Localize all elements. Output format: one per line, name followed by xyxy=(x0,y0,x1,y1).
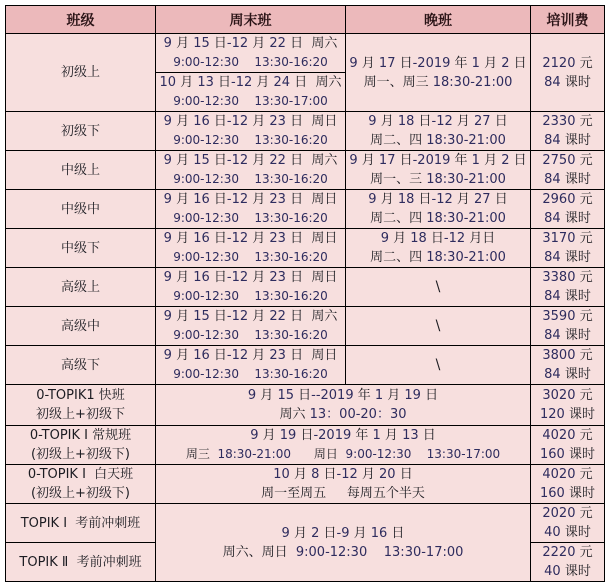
fee-amount: 2220 元 xyxy=(542,545,593,560)
evening-cell xyxy=(346,268,531,307)
evening-cell xyxy=(346,112,531,151)
fee-hours: 40 课时 xyxy=(544,525,591,540)
fee-hours: 160 课时 xyxy=(540,486,595,501)
weekend-time: 9:00-12:30 13:30-16:20 xyxy=(173,172,328,186)
weekend-cell xyxy=(156,307,346,346)
weekend-date: 9 月 16 日-12 月 23 日 周日 xyxy=(163,231,338,246)
fee-cell xyxy=(531,465,605,504)
table-row-zhongji-xia xyxy=(6,229,605,268)
class-name: 高级上 xyxy=(60,279,100,295)
table-row-topik-changgui xyxy=(6,426,605,465)
weekend-date: 9 月 16 日-12 月 23 日 周日 xyxy=(163,348,338,363)
weekend-date: 9 月 16 日-12 月 23 日 周日 xyxy=(163,270,338,285)
fee-cell xyxy=(531,426,605,465)
header-class-col: 班级 xyxy=(6,6,156,34)
weekend-cell xyxy=(156,346,346,385)
fee-amount: 2330 元 xyxy=(542,114,593,129)
combined-schedule-cell xyxy=(156,426,531,465)
class-name-sub: 初级上+初级下 xyxy=(36,407,125,422)
class-name: 初级下 xyxy=(60,123,100,139)
schedule-time: 周六 13：00-20：30 xyxy=(279,407,407,422)
weekend-time: 9:00-12:30 13:30-16:20 xyxy=(173,289,328,303)
weekend-cell xyxy=(156,229,346,268)
fee-cell xyxy=(531,543,605,582)
weekend-cell xyxy=(156,268,346,307)
fee-cell xyxy=(531,385,605,426)
fee-amount: 3020 元 xyxy=(542,388,593,403)
weekend-time: 9:00-12:30 13:30-17:00 xyxy=(173,94,328,108)
class-name: 0-TOPIK Ⅰ 白天班 xyxy=(27,467,134,482)
table-row-topik1-chongci xyxy=(6,504,605,543)
no-evening-slash: \ xyxy=(435,356,441,373)
class-name: 中级中 xyxy=(60,201,100,217)
class-name-cell xyxy=(6,385,156,426)
class-name-cell xyxy=(6,151,156,190)
weekend-cell xyxy=(156,190,346,229)
fee-cell xyxy=(531,504,605,543)
class-name-sub: (初级上+初级下) xyxy=(30,447,131,462)
weekend-time: 9:00-12:30 13:30-16:20 xyxy=(173,250,328,264)
evening-date: 9 月 18 日-12 月日 xyxy=(380,231,496,246)
weekend-time: 9:00-12:30 13:30-16:20 xyxy=(173,328,328,342)
class-name-sub: (初级上+初级下) xyxy=(30,486,131,501)
weekend-cell xyxy=(156,112,346,151)
fee-hours: 84 课时 xyxy=(544,133,591,148)
class-name-cell xyxy=(6,543,156,582)
header-fee-col: 培训费 xyxy=(531,6,605,34)
table-row-chuji-shang xyxy=(6,34,605,73)
evening-cell xyxy=(346,346,531,385)
weekend-date: 9 月 15 日-12 月 22 日 周六 xyxy=(163,309,338,324)
schedule-date: 9 月 15 日--2019 年 1 月 19 日 xyxy=(247,388,439,403)
fee-amount: 2020 元 xyxy=(542,506,593,521)
schedule-date: 10 月 8 日-12 月 20 日 xyxy=(273,467,413,482)
class-name-cell xyxy=(6,465,156,504)
fee-cell xyxy=(531,190,605,229)
class-name: 高级中 xyxy=(60,318,100,334)
header-weekend-col: 周末班 xyxy=(156,6,346,34)
class-name: 中级上 xyxy=(60,162,100,178)
fee-cell xyxy=(531,34,605,112)
schedule-date: 9 月 19 日-2019 年 1 月 13 日 xyxy=(250,428,436,443)
class-name: 0-TOPIK Ⅰ 常规班 xyxy=(29,428,132,443)
weekend-cell xyxy=(156,151,346,190)
weekend-time: 9:00-12:30 13:30-16:20 xyxy=(173,55,328,69)
fee-cell xyxy=(531,229,605,268)
weekend-cell xyxy=(156,34,346,73)
class-name-cell xyxy=(6,229,156,268)
fee-amount: 3800 元 xyxy=(542,348,593,363)
table-row-zhongji-zhong xyxy=(6,190,605,229)
fee-cell xyxy=(531,346,605,385)
weekend-date: 9 月 16 日-12 月 23 日 周日 xyxy=(163,114,338,129)
fee-hours: 84 课时 xyxy=(544,367,591,382)
evening-time: 周二、四 18:30-21:00 xyxy=(370,211,506,226)
fee-hours: 84 课时 xyxy=(544,172,591,187)
table-row-zhongji-shang xyxy=(6,151,605,190)
table-row-topik-baitian xyxy=(6,465,605,504)
schedule-time: 周三 18:30-21:00 周日 9:00-12:30 13:30-17:00 xyxy=(185,447,501,461)
weekend-cell xyxy=(156,73,346,112)
class-name-cell xyxy=(6,426,156,465)
combined-schedule-cell xyxy=(156,465,531,504)
evening-cell xyxy=(346,229,531,268)
fee-amount: 3590 元 xyxy=(542,309,593,324)
class-name-cell xyxy=(6,268,156,307)
evening-time: 周一、三 18:30-21:00 xyxy=(370,172,506,187)
fee-cell xyxy=(531,112,605,151)
class-name: TOPIK Ⅱ 考前冲刺班 xyxy=(19,554,142,570)
fee-hours: 40 课时 xyxy=(544,564,591,579)
evening-time: 周一、周三 18:30-21:00 xyxy=(363,74,513,90)
fee-amount: 3170 元 xyxy=(542,231,593,246)
weekend-date: 9 月 15 日-12 月 22 日 周六 xyxy=(163,36,338,51)
weekend-date: 9 月 15 日-12 月 22 日 周六 xyxy=(163,153,338,168)
fee-amount: 2960 元 xyxy=(542,192,593,207)
header-evening-col: 晚班 xyxy=(346,6,531,34)
table-row-gaoji-zhong xyxy=(6,307,605,346)
fee-amount: 2120 元 xyxy=(542,55,593,71)
class-name-cell xyxy=(6,190,156,229)
weekend-date: 10 月 13 日-12 月 24 日 周六 xyxy=(159,75,342,90)
header-row xyxy=(6,6,605,34)
evening-date: 9 月 17 日-2019 年 1 月 2 日 xyxy=(349,55,527,71)
fee-hours: 84 课时 xyxy=(544,211,591,226)
schedule-date: 9 月 2 日-9 月 16 日 xyxy=(281,525,405,541)
weekend-time: 9:00-12:30 13:30-16:20 xyxy=(173,133,328,147)
fee-cell xyxy=(531,151,605,190)
table-row-topik-kuai xyxy=(6,385,605,426)
fee-cell xyxy=(531,307,605,346)
fee-hours: 84 课时 xyxy=(544,289,591,304)
class-name: TOPIK Ⅰ 考前冲刺班 xyxy=(20,515,141,531)
class-schedule-table xyxy=(5,5,605,582)
weekend-time: 9:00-12:30 13:30-16:20 xyxy=(173,367,328,381)
class-name-cell xyxy=(6,307,156,346)
no-evening-slash: \ xyxy=(435,278,441,295)
fee-hours: 84 课时 xyxy=(544,74,591,90)
schedule-time: 周六、周日 9:00-12:30 13:30-17:00 xyxy=(222,544,464,560)
schedule-page xyxy=(0,5,612,582)
fee-hours: 160 课时 xyxy=(540,447,595,462)
evening-date: 9 月 18 日-12 月 27 日 xyxy=(368,114,508,129)
weekend-time: 9:00-12:30 13:30-16:20 xyxy=(173,211,328,225)
evening-cell xyxy=(346,151,531,190)
combined-schedule-cell xyxy=(156,385,531,426)
table-row-chuji-xia xyxy=(6,112,605,151)
evening-date: 9 月 17 日-2019 年 1 月 2 日 xyxy=(349,153,527,168)
evening-cell xyxy=(346,307,531,346)
weekend-date: 9 月 16 日-12 月 23 日 周日 xyxy=(163,192,338,207)
table-row-gaoji-shang xyxy=(6,268,605,307)
fee-cell xyxy=(531,268,605,307)
fee-amount: 2750 元 xyxy=(542,153,593,168)
class-name: 0-TOPIK1 快班 xyxy=(36,388,125,403)
class-name: 高级下 xyxy=(60,357,100,373)
evening-date: 9 月 18 日-12 月 27 日 xyxy=(368,192,508,207)
class-name-cell xyxy=(6,504,156,543)
fee-hours: 84 课时 xyxy=(544,328,591,343)
fee-hours: 84 课时 xyxy=(544,250,591,265)
fee-amount: 3380 元 xyxy=(542,270,593,285)
class-name: 初级上 xyxy=(60,65,100,80)
fee-amount: 4020 元 xyxy=(542,428,593,443)
class-name: 中级下 xyxy=(60,240,100,256)
class-name-cell xyxy=(6,346,156,385)
no-evening-slash: \ xyxy=(435,317,441,334)
evening-cell xyxy=(346,190,531,229)
fee-amount: 4020 元 xyxy=(542,467,593,482)
fee-hours: 120 课时 xyxy=(540,407,595,422)
class-name-cell xyxy=(6,112,156,151)
class-name-cell xyxy=(6,34,156,112)
evening-cell xyxy=(346,34,531,112)
evening-time: 周二、四 18:30-21:00 xyxy=(370,250,506,265)
table-row-gaoji-xia xyxy=(6,346,605,385)
evening-time: 周二、四 18:30-21:00 xyxy=(370,133,506,148)
combined-schedule-cell xyxy=(156,504,531,582)
schedule-time: 周一至周五 每周五个半天 xyxy=(261,486,425,501)
